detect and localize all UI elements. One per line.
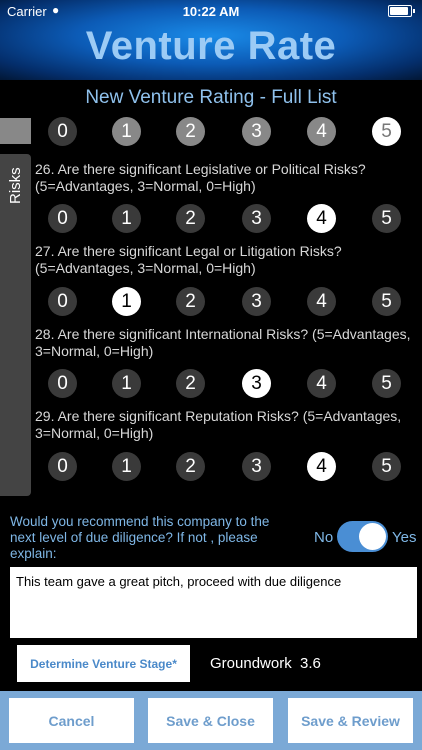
rating-option-2[interactable]: 2 [176, 204, 205, 233]
recommend-prompt: Would you recommend this company to the next level of due diligence? If not , please explain: [10, 514, 270, 561]
status-bar [0, 0, 422, 22]
rating-option-2[interactable]: 2 [176, 369, 205, 398]
rating-option-5[interactable]: 5 [372, 117, 401, 146]
rating-option-5[interactable]: 5 [372, 369, 401, 398]
rating-option-0[interactable]: 0 [48, 287, 77, 316]
rating-option-3[interactable]: 3 [242, 369, 271, 398]
rating-option-0[interactable]: 0 [48, 204, 77, 233]
rating-option-3[interactable]: 3 [242, 452, 271, 481]
side-tab-label: Risks [7, 167, 24, 205]
rating-option-3[interactable]: 3 [242, 204, 271, 233]
previous-tab-handle[interactable] [0, 118, 31, 144]
stage-result-value: 3.6 [300, 655, 321, 672]
rating-option-2[interactable]: 2 [176, 452, 205, 481]
rating-option-4[interactable]: 4 [307, 204, 336, 233]
cancel-button[interactable]: Cancel [9, 698, 134, 743]
carrier-label: Carrier [7, 4, 47, 19]
rating-option-5[interactable]: 5 [372, 287, 401, 316]
rating-option-5[interactable]: 5 [372, 204, 401, 233]
rating-option-1[interactable]: 1 [112, 369, 141, 398]
question-27-text: 27. Are there significant Legal or Litigation Risks? (5=Advantages, 3=Normal, 0=High) [35, 243, 342, 276]
toggle-knob [359, 523, 386, 550]
wifi-icon: ●︎ [52, 3, 60, 17]
status-time: 10:22 AM [182, 4, 240, 19]
save-close-button[interactable]: Save & Close [148, 698, 273, 743]
determine-venture-stage-button[interactable]: Determine Venture Stage* [17, 645, 190, 682]
rating-option-1[interactable]: 1 [112, 117, 141, 146]
save-review-button[interactable]: Save & Review [288, 698, 413, 743]
rating-option-1[interactable]: 1 [112, 204, 141, 233]
rating-option-3[interactable]: 3 [242, 117, 271, 146]
rating-option-4[interactable]: 4 [307, 369, 336, 398]
rating-option-3[interactable]: 3 [242, 287, 271, 316]
rating-option-0[interactable]: 0 [48, 452, 77, 481]
comment-textarea[interactable]: This team gave a great pitch, proceed with due diligence [10, 567, 417, 638]
toggle-yes-label: Yes [392, 529, 417, 546]
page-subtitle: New Venture Rating - Full List [85, 87, 337, 108]
recommend-toggle[interactable] [337, 521, 388, 552]
rating-option-4[interactable]: 4 [307, 117, 336, 146]
rating-option-2[interactable]: 2 [176, 117, 205, 146]
toggle-no-label: No [314, 529, 334, 546]
app-title: Venture Rate [85, 24, 337, 68]
stage-result-label: Groundwork [210, 655, 292, 672]
rating-option-4[interactable]: 4 [307, 452, 336, 481]
rating-option-1[interactable]: 1 [112, 287, 141, 316]
rating-option-0[interactable]: 0 [48, 117, 77, 146]
question-29-text: 29. Are there significant Reputation Risks? (5=Advantages, 3=Normal, 0=High) [35, 408, 402, 441]
rating-option-0[interactable]: 0 [48, 369, 77, 398]
question-28-text: 28. Are there significant International Risks? (5=Advantages, 3=Normal, 0=High) [35, 326, 411, 359]
rating-option-4[interactable]: 4 [307, 287, 336, 316]
question-26-text: 26. Are there significant Legislative or Political Risks? (5=Advantages, 3=Normal, 0=High) [35, 161, 366, 194]
rating-option-2[interactable]: 2 [176, 287, 205, 316]
battery-icon [388, 5, 412, 17]
venture-stage-result [210, 655, 321, 672]
rating-option-5[interactable]: 5 [372, 452, 401, 481]
rating-option-1[interactable]: 1 [112, 452, 141, 481]
